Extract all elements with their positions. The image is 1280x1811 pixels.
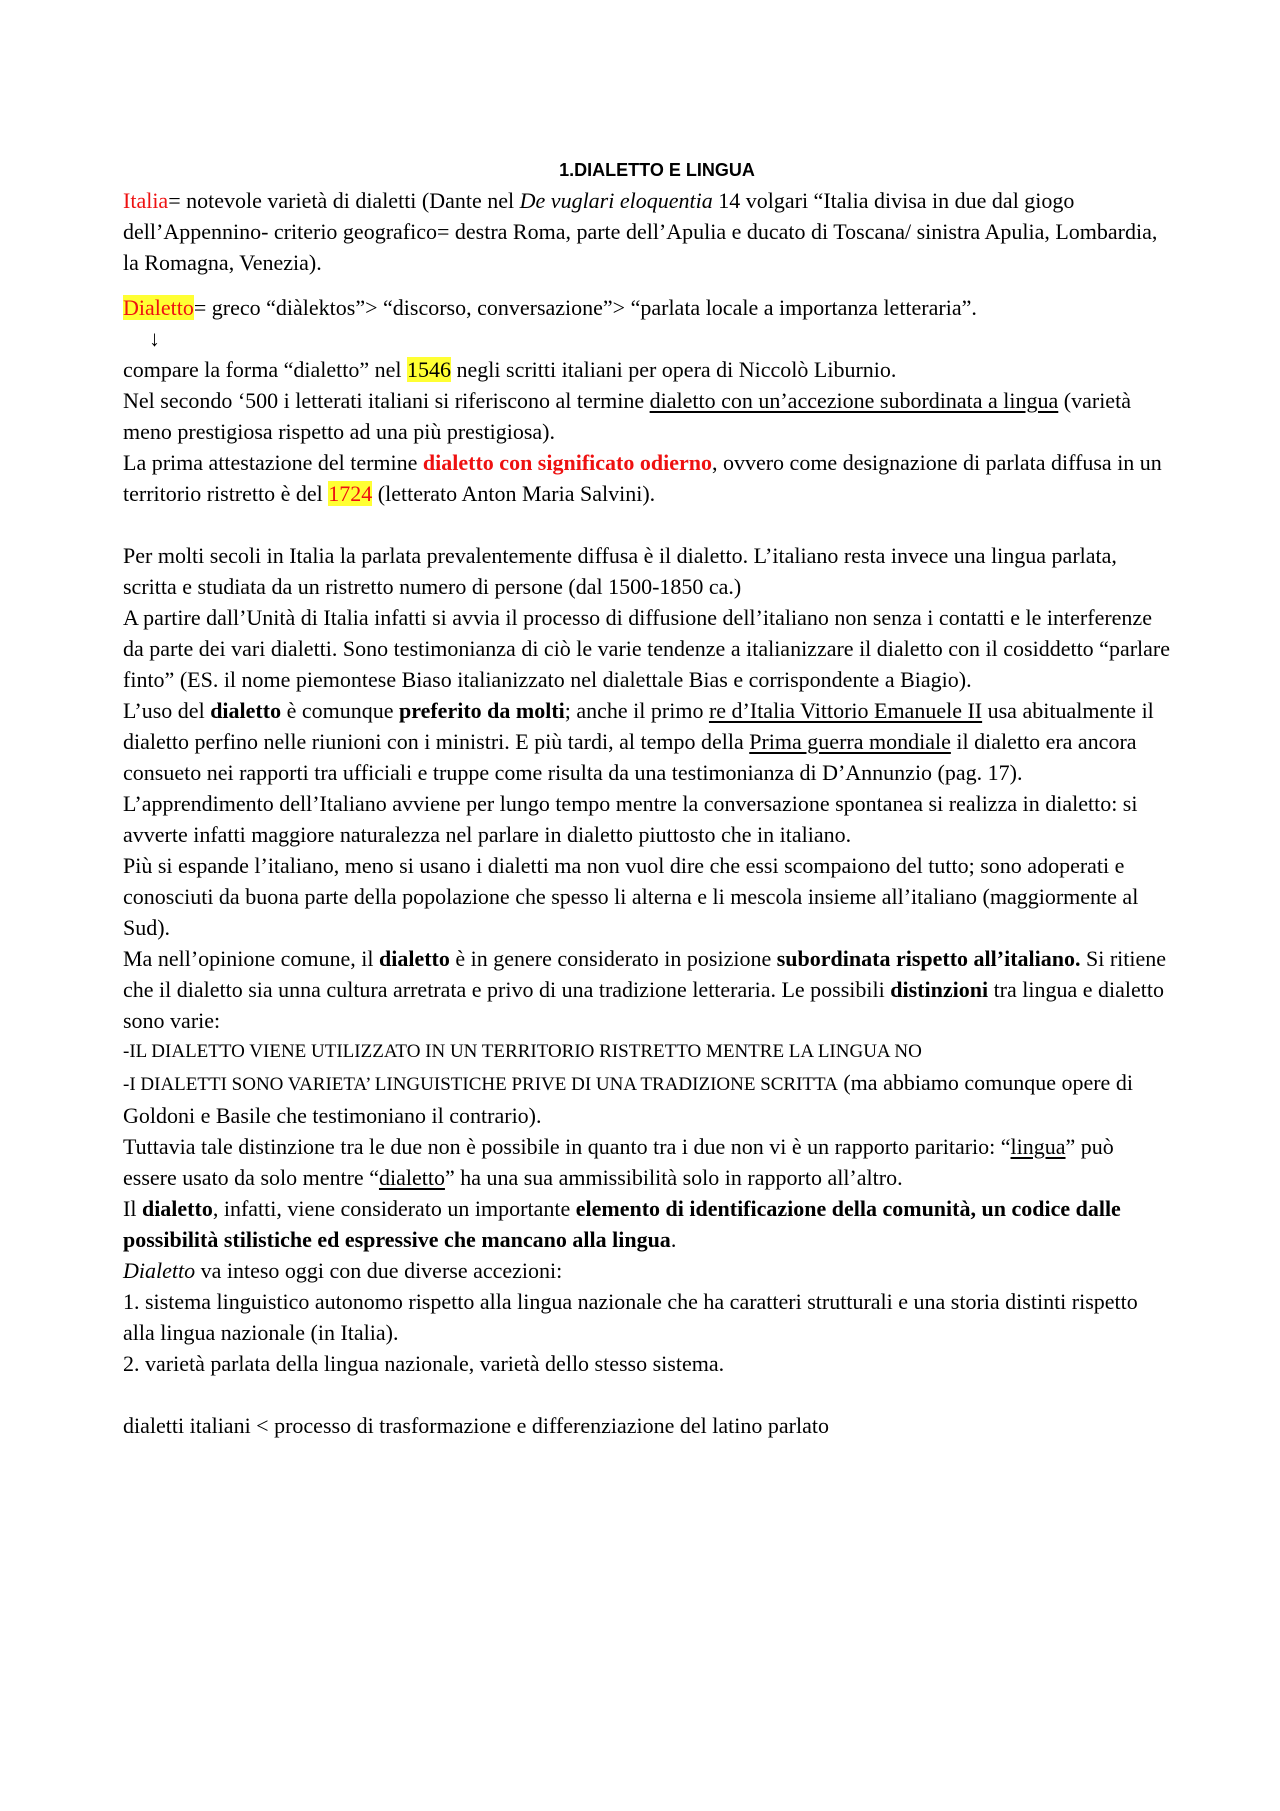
paragraph-1546: compare la forma “dialetto” nel 1546 negli scritti italiani per opera di Niccolò Liburnio.: [123, 357, 897, 382]
paragraph-latino: dialetti italiani < processo di trasformazione e differenziazione del latino parlato: [123, 1413, 829, 1438]
paragraph-identificazione: Il dialetto, infatti, viene considerato un importante elemento di identificazione della comunità, un codice dalle possibilità stilistiche ed espressive che mancano alla lingua.: [123, 1196, 1121, 1252]
italic-title: De vuglari eloquentia: [519, 188, 713, 213]
paragraph-apprendimento: L’apprendimento dell’Italiano avviene per lungo tempo mentre la conversazione spontanea si realizza in dialetto: si avverte infatti maggiore naturalezza nel parlare in dialetto piuttosto che in italiano.: [123, 791, 1138, 847]
paragraph-dialetto-definition: Dialetto= greco “diàlektos”> “discorso, conversazione”> “parlata locale a importanza letteraria”.: [123, 295, 977, 320]
term-dialetto-highlighted: Dialetto: [123, 295, 194, 320]
paragraph-espansione: Più si espande l’italiano, meno si usano i dialetti ma non vuol dire che essi scompaiono del tutto; sono adoperati e conosciuti da buona parte della popolazione che spesso li alterna e li mescola insieme all’italiano (maggiormente al Sud).: [123, 853, 1139, 940]
year-1724-highlight: 1724: [328, 481, 373, 506]
paragraph-1724: La prima attestazione del termine dialetto con significato odierno, ovvero come designazione di parlata diffusa in un territorio ristretto è del 1724 (letterato Anton Maria Salvini).: [123, 450, 1162, 506]
paragraph-secoli: Per molti secoli in Italia la parlata prevalentemente diffusa è il dialetto. L’italiano resta invece una lingua parlata, scritta e studiata da un ristretto numero di persone (dal 1500-1850 ca.): [123, 543, 1117, 599]
red-bold-phrase: dialetto con significato odierno: [422, 450, 712, 475]
paragraph-uso-dialetto: L’uso del dialetto è comunque preferito da molti; anche il primo re d’Italia Vittorio Emanuele II usa abitualmente il dialetto perfino nelle riunioni con i ministri. E più tardi, al tempo della Prima guerra mondiale il dialetto era ancora consueto nei rapporti tra ufficiali e truppe come risulta da una testimonianza di D’Annunzio (pag. 17).: [123, 698, 1154, 785]
paragraph-tuttavia: Tuttavia tale distinzione tra le due non è possibile in quanto tra i due non vi è un rapporto paritario: “lingua” può essere usato da solo mentre “dialetto” ha una sua ammissibilità solo in rapporto all’altro.: [123, 1134, 1114, 1190]
list-item-1: 1. sistema linguistico autonomo rispetto alla lingua nazionale che ha caratteri strutturali e una storia distinti rispetto alla lingua nazionale (in Italia).: [123, 1289, 1138, 1345]
paragraph-opinione: Ma nell’opinione comune, il dialetto è in genere considerato in posizione subordinata rispetto all’italiano. Si ritiene che il dialetto sia unna cultura arretrata e privo di una tradizione letteraria. Le possibili distinzioni tra lingua e dialetto sono varie:: [123, 946, 1167, 1033]
year-1546-highlight: 1546: [407, 357, 452, 382]
document-body: [123, 155, 1173, 1441]
paragraph-accezioni: Dialetto va inteso oggi con due diverse accezioni:: [123, 1258, 563, 1283]
paragraph-italia: Italia= notevole varietà di dialetti (Dante nel De vuglari eloquentia 14 volgari “Italia divisa in due dal giogo dell’Appennino- criterio geografico= destra Roma, parte dell’Apulia e ducato di Toscana/ sinistra Apulia, Lombardia, la Romagna, Venezia).: [123, 188, 1158, 275]
list-item-2: 2. varietà parlata della lingua nazionale, varietà dello stesso sistema.: [123, 1351, 725, 1376]
distinction-1: -IL DIALETTO VIENE UTILIZZATO IN UN TERRITORIO RISTRETTO MENTRE LA LINGUA NO: [123, 1041, 922, 1062]
underlined-phrase: dialetto con un’accezione subordinata a lingua: [649, 388, 1059, 413]
paragraph-unita: A partire dall’Unità di Italia infatti si avvia il processo di diffusione dell’italiano non senza i contatti e le interferenze da parte dei vari dialetti. Sono testimonianza di ciò le varie tendenze a italianizzare il dialetto con il cosiddetto “parlare finto” (ES. il nome piemontese Biaso italianizzato nel dialettale Bias e corrispondente a Biagio).: [123, 605, 1171, 692]
term-italia: Italia: [123, 188, 169, 213]
document-title: 1.DIALETTO E LINGUA: [559, 160, 755, 180]
down-arrow-icon: ↓: [149, 326, 160, 351]
distinction-2: -I DIALETTI SONO VARIETA’ LINGUISTICHE PRIVE DI UNA TRADIZIONE SCRITTA (ma abbiamo comunque opere di Goldoni e Basile che testimoniano il contrario).: [123, 1070, 1133, 1128]
paragraph-500: Nel secondo ‘500 i letterati italiani si riferiscono al termine dialetto con un’accezione subordinata a lingua (varietà meno prestigiosa rispetto ad una più prestigiosa).: [123, 388, 1131, 444]
